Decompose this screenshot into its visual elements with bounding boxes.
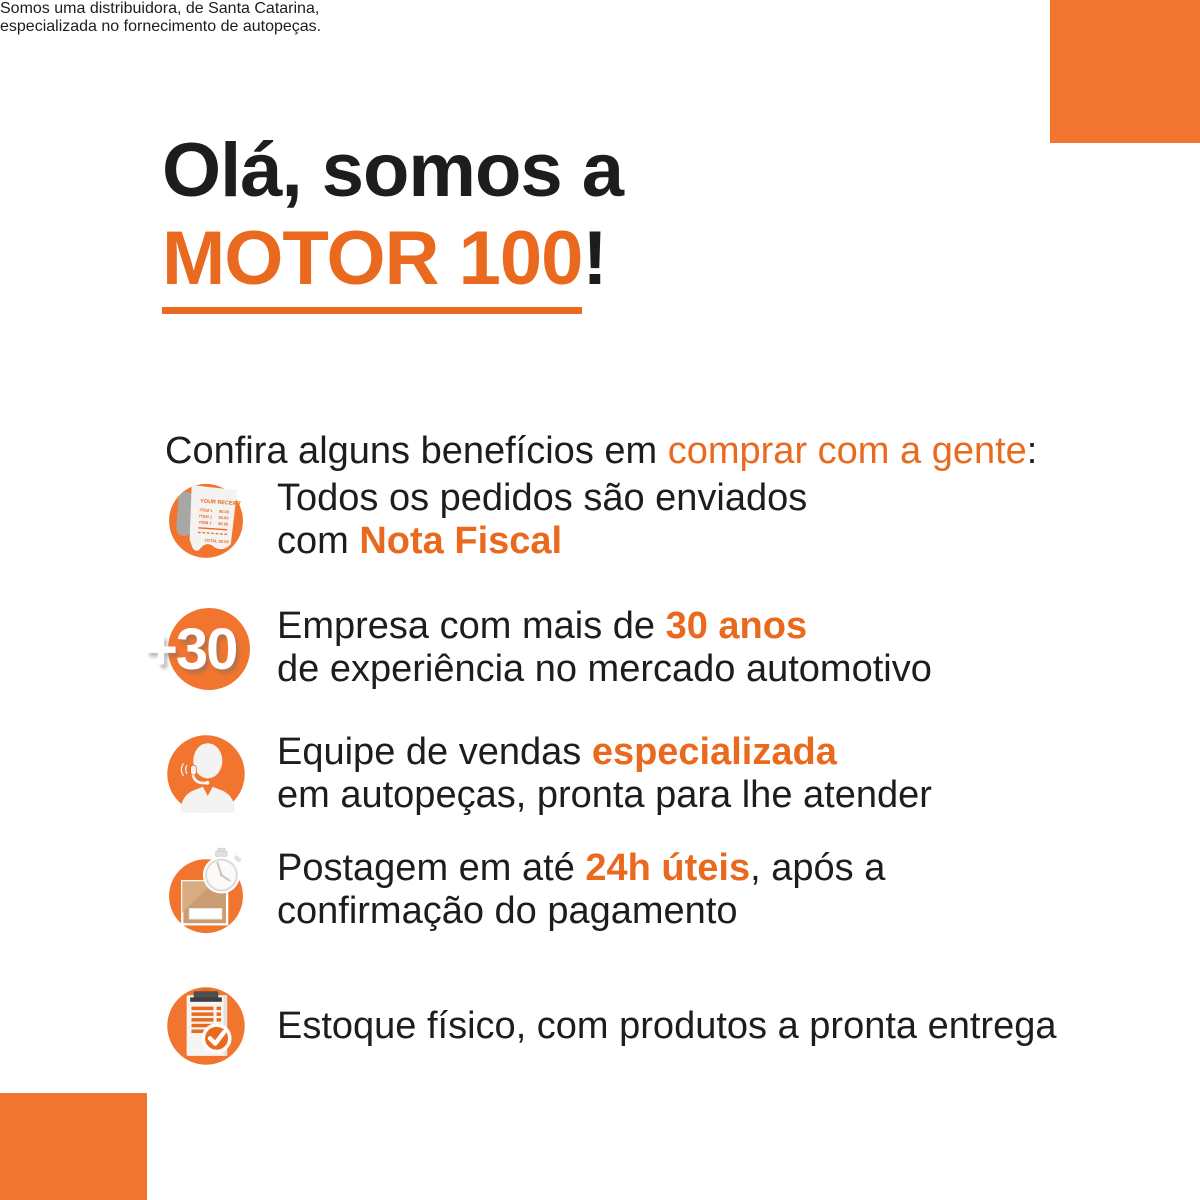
receipt-item-value: $0.00 bbox=[218, 514, 229, 521]
intro-line2: especializada no fornecimento de autopeças. bbox=[0, 18, 322, 35]
shipping-box-timer-icon-svg bbox=[162, 846, 250, 934]
stopwatch-side-button bbox=[234, 855, 242, 863]
benefits-lead-highlight: comprar com a gente bbox=[667, 430, 1027, 472]
agent-head bbox=[193, 743, 222, 778]
intro-line1: Somos uma distribuidora, de Santa Catarina, bbox=[0, 0, 320, 17]
benefit-text bbox=[277, 731, 932, 817]
receipt-total-text: TOTAL $0.00 bbox=[204, 537, 229, 545]
highlight-especializada: especializada bbox=[591, 731, 837, 773]
benefit-text bbox=[277, 605, 932, 691]
brand-name-underlined: MOTOR 100 bbox=[162, 221, 582, 314]
benefit-item-nota-fiscal bbox=[162, 476, 807, 564]
benefit-line2: com Nota Fiscal bbox=[277, 520, 563, 562]
benefit-item-estoque bbox=[162, 982, 1056, 1070]
receipt-item-value: $0.00 bbox=[217, 520, 229, 527]
clipboard-check-icon-svg bbox=[162, 982, 250, 1070]
highlight-24h-uteis: 24h úteis bbox=[585, 847, 751, 889]
receipt-item-value: $0.00 bbox=[218, 508, 230, 515]
header bbox=[0, 0, 1200, 472]
benefit-line1: Equipe de vendas especializada bbox=[277, 731, 837, 773]
benefit-line2: de experiência no mercado automotivo bbox=[277, 648, 932, 690]
corner-square-bottom-left bbox=[0, 1093, 147, 1200]
box-label bbox=[189, 908, 222, 919]
clipboard-check-icon bbox=[162, 982, 250, 1070]
headset-earcup bbox=[191, 765, 197, 775]
benefit-line1: Empresa com mais de 30 anos bbox=[277, 605, 808, 647]
support-agent-icon bbox=[162, 730, 250, 818]
receipt-icon-svg bbox=[162, 476, 250, 564]
stopwatch-crown bbox=[216, 851, 227, 856]
highlight-30-anos: 30 anos bbox=[665, 605, 808, 647]
plus30-icon bbox=[144, 604, 250, 692]
receipt-item-label: ITEM 1 bbox=[199, 513, 213, 520]
benefit-item-equipe bbox=[162, 730, 932, 818]
clipboard-clip-base bbox=[190, 997, 222, 1001]
support-agent-icon-svg bbox=[162, 730, 250, 818]
benefit-line2: em autopeças, pronta para lhe atender bbox=[277, 774, 932, 816]
receipt-icon bbox=[162, 476, 250, 564]
benefit-line1: Estoque físico, com produtos a pronta entrega bbox=[277, 1004, 1057, 1047]
title-line2 bbox=[162, 217, 623, 314]
shipping-box-timer-icon bbox=[162, 846, 250, 934]
benefit-item-30-anos bbox=[144, 604, 932, 692]
receipt-item-label: ITEM 1 bbox=[198, 519, 212, 526]
plus30-label: +30 bbox=[144, 617, 237, 682]
title-exclamation: ! bbox=[582, 215, 607, 301]
receipt-header-text: YOUR RECEIPT bbox=[200, 498, 242, 508]
corner-square-top-right bbox=[1050, 0, 1200, 143]
benefit-line1: Postagem em até 24h úteis, após a bbox=[277, 847, 886, 889]
benefit-text bbox=[277, 847, 885, 933]
headset-mic-tip bbox=[205, 781, 209, 785]
benefits-lead bbox=[165, 430, 1037, 473]
benefits-lead-colon: : bbox=[1026, 430, 1038, 472]
receipt-item-label: ITEM 1 bbox=[199, 507, 213, 514]
benefit-line2: confirmação do pagamento bbox=[277, 890, 738, 932]
benefit-line1: Todos os pedidos são enviados bbox=[277, 477, 808, 519]
benefit-text bbox=[277, 1005, 1056, 1048]
stopwatch-pivot bbox=[220, 873, 223, 876]
highlight-nota-fiscal: Nota Fiscal bbox=[359, 520, 563, 562]
benefit-text bbox=[277, 477, 807, 563]
benefit-item-postagem bbox=[162, 846, 885, 934]
benefits-lead-text: Confira alguns benefícios em bbox=[165, 430, 668, 472]
page-title bbox=[162, 129, 623, 314]
title-line1: Olá, somos a bbox=[162, 127, 624, 213]
